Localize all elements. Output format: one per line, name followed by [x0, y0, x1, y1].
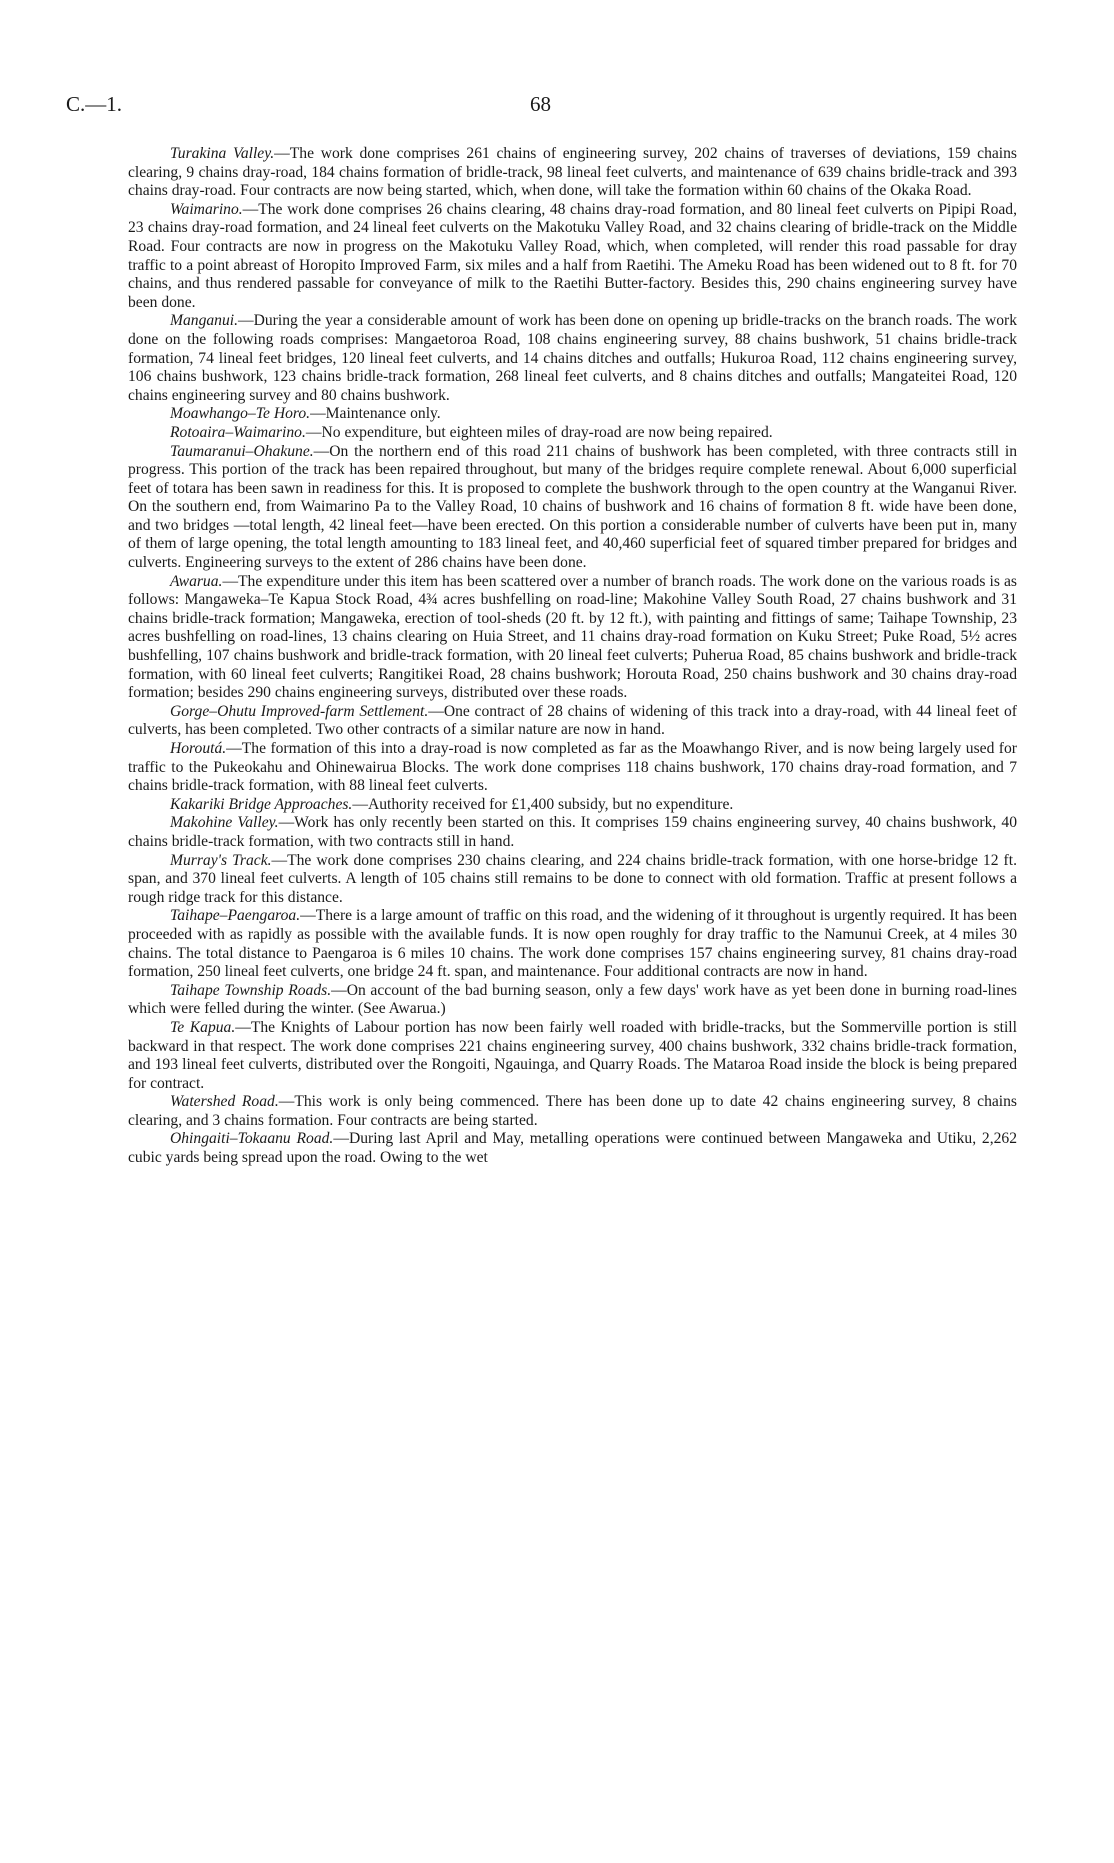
section-title: Makohine Valley.	[170, 814, 279, 832]
section-title: Awarua.	[170, 572, 223, 590]
paragraph-text: —The expenditure under this item has been scattered over a number of branch roads. The work done on the various roads is as follows: Mangaweka–Te Kapua Stock Road, 4¾ acres bushfelling on road-line; Makohine Valley South Road, 27 chains bushwork and 31 chains bridle-track formation; Mangaweka, erection of tool-sheds (20 ft. by 12 ft.), with painting and fittings of same; Taihape Township, 23 acres bushfelling on road-lines, 13 chains clearing on Huia Street, and 11 chains dray-road formation on Kuku Street; Puke Road, 5½ acres bushfelling, 107 chains bushwork and bridle-track formation, with 20 lineal feet culverts; Puherua Road, 85 chains bushwork and bridle-track formation, with 60 lineal feet culverts; Rangitikei Road, 28 chains bushwork; Horouta Road, 250 chains bushwork and 30 chains dray-road formation; besides 290 chains engineering surveys, distributed over these roads.	[128, 572, 1017, 702]
section-title: Watershed Road.	[170, 1093, 279, 1111]
paragraph-text: —Maintenance only.	[310, 405, 441, 423]
paragraph-text: —On the northern end of this road 211 chains of bushwork has been completed, with three contracts still in progress. This portion of the track has been repaired throughout, but many of the bridges require complete renewal. About 6,000 superficial feet of totara has been sawn in readiness for this. It is proposed to complete the bushwork through to the open country at the Wanganui River. On the southern end, from Waimarino Pa to the Valley Road, 10 chains of bushwork and 16 chains of formation 8 ft. wide have been done, and two bridges —total length, 42 lineal feet—have been erected. On this portion a considerable number of culverts have been put in, many of them of large opening, the total length amounting to 183 lineal feet, and 40,460 superficial feet of squared timber prepared for bridges and culverts. Engineering surveys to the extent of 286 chains have been done.	[128, 442, 1017, 572]
paragraph-text: —One contract of 28 chains of widening of this track into a dray-road, with 44 lineal feet of culverts, has been completed. Two other contracts of a similar nature are now in hand.	[128, 702, 1017, 739]
paragraph-rotoaira-waimarino	[128, 424, 1017, 443]
body-text	[128, 145, 1017, 1168]
paragraph-murrays-track	[128, 852, 1017, 908]
paragraph-text: —The work done comprises 26 chains clearing, 48 chains dray-road formation, and 80 lineal feet culverts on Pipipi Road, 23 chains dray-road formation, and 24 lineal feet culverts on the Makotuku Valley Road, and 32 chains clearing of bridle-track on the Middle Road. Four contracts are now in progress on the Makotuku Valley Road, which, when completed, will render this road passable for dray traffic to a point abreast of Horopito Improved Farm, six miles and a half from Raetihi. The Ameku Road has been widened out to 8 ft. for 70 chains, and thus rendered passable for conveyance of milk to the Raetihi Butter-factory. Besides this, 290 chains engineering survey have been done.	[128, 200, 1017, 311]
paragraph-text: —The work done comprises 261 chains of engineering survey, 202 chains of traverses of deviations, 159 chains clearing, 9 chains dray-road, 184 chains formation of bridle-track, 98 lineal feet culverts, and maintenance of 639 chains bridle-track and 393 chains dray-road. Four contracts are now being started, which, when done, will take the formation within 60 chains of the Okaka Road.	[128, 145, 1017, 200]
document-reference: C.—1.	[66, 92, 123, 116]
paragraph-manganui	[128, 312, 1017, 405]
paragraph-moawhango-te-horo	[128, 405, 1017, 424]
section-title: Horoutá.	[170, 740, 227, 757]
paragraph-text: —The formation of this into a dray-road is now completed as far as the Moawhango River, and is now being largely used for traffic to the Pukeokahu and Ohinewairua Blocks. The work done comprises 118 chains bushwork, 170 chains dray-road formation, and 7 chains bridle-track formation, with 88 lineal feet culverts.	[128, 740, 1017, 795]
paragraph-taumaranui-ohakune	[128, 443, 1017, 573]
paragraph-waimarino	[128, 201, 1017, 313]
paragraph-text: —This work is only being commenced. There has been done up to date 42 chains engineering survey, 8 chains clearing, and 3 chains formation. Four contracts are being started.	[128, 1093, 1017, 1129]
paragraph-makohine-valley	[128, 814, 1017, 851]
section-title: Ohingaiti–Tokaanu Road.	[170, 1130, 334, 1148]
section-title: Moawhango–Te Horo.	[170, 405, 311, 423]
paragraph-text: —The work done comprises 230 chains clearing, and 224 chains bridle-track formation, with one horse-bridge 12 ft. span, and 370 lineal feet culverts. A length of 105 chains still remains to be done to connect with old formation. Traffic at present follows a rough ridge track for this distance.	[128, 851, 1017, 906]
paragraph-taihape-paengaroa	[128, 907, 1017, 981]
section-title: Taumaranui–Ohakune.	[170, 442, 314, 460]
paragraph-te-kapua	[128, 1019, 1017, 1093]
section-title: Taihape–Paengaroa.	[170, 907, 301, 925]
paragraph-text: —During last April and May, metalling operations were continued between Mangaweka and Utiku, 2,262 cubic yards being spread upon the road. Owing to the wet	[128, 1130, 1017, 1167]
paragraph-text: —During the year a considerable amount of work has been done on opening up bridle-tracks on the branch roads. The work done on the following roads comprises: Mangaetoroa Road, 108 chains engineering survey, 88 chains bushwork, 51 chains bridle-track formation, 74 lineal feet bridges, 120 lineal feet culverts, and 14 chains ditches and outfalls; Hukuroa Road, 112 chains engineering survey, 106 chains bushwork, 123 chains bridle-track formation, 268 lineal feet culverts, and 8 chains ditches and outfalls; Mangateitei Road, 120 chains engineering survey and 80 chains bushwork.	[128, 312, 1017, 404]
section-title: Turakina Valley.	[170, 145, 275, 162]
paragraph-text: —On account of the bad burning season, only a few days' work have as yet been done in burning road-lines which were felled during the winter. (See Awarua.)	[128, 981, 1017, 1018]
section-title: Murray's Track.	[170, 851, 272, 869]
section-title: Gorge–Ohutu Improved-farm Settlement.	[170, 702, 429, 720]
section-title: Taihape Township Roads.	[170, 981, 332, 999]
section-title: Te Kapua.	[170, 1018, 236, 1036]
page-number: 68	[530, 92, 551, 116]
paragraph-text: —Work has only recently been started on this. It comprises 159 chains engineering survey, 40 chains bushwork, 40 chains bridle-track formation, with two contracts still in hand.	[128, 814, 1017, 850]
paragraph-horouta	[128, 740, 1017, 796]
paragraph-awarua	[128, 573, 1017, 703]
paragraph-taihape-township	[128, 982, 1017, 1019]
section-title: Manganui.	[170, 312, 239, 330]
section-title: Rotoaira–Waimarino.	[170, 423, 306, 441]
paragraph-text: —The Knights of Labour portion has now been fairly well roaded with bridle-tracks, but the Sommerville portion is still backward in that respect. The work done comprises 221 chains engineering survey, 400 chains bushwork, 332 chains bridle-track formation, and 193 lineal feet culverts, distributed over the Rongoiti, Ngauinga, and Quarry Roads. The Mataroa Road inside the block is being prepared for contract.	[128, 1018, 1017, 1092]
section-title: Kakariki Bridge Approaches.	[170, 795, 353, 813]
paragraph-ohingaiti-tokaanu	[128, 1130, 1017, 1167]
section-title: Waimarino.	[170, 200, 243, 218]
paragraph-text: —There is a large amount of traffic on this road, and the widening of it throughout is urgently required. It has been proceeded with as rapidly as possible with the available funds. It is now open roughly for dray traffic to the Namunui Creek, at 4 miles 30 chains. The total distance to Paengaroa is 6 miles 10 chains. The work done comprises 157 chains engineering survey, 81 chains dray-road formation, 250 lineal feet culverts, one bridge 24 ft. span, and maintenance. Four additional contracts are now in hand.	[128, 907, 1017, 981]
paragraph-watershed-road	[128, 1093, 1017, 1130]
paragraph-turakina-valley	[128, 145, 1017, 201]
paragraph-text: —Authority received for £1,400 subsidy, but no expenditure.	[352, 795, 734, 813]
paragraph-kakariki-bridge	[128, 796, 1017, 815]
paragraph-gorge-ohutu	[128, 703, 1017, 740]
paragraph-text: —No expenditure, but eighteen miles of dray-road are now being repaired.	[305, 423, 773, 441]
page-header	[0, 92, 1114, 122]
